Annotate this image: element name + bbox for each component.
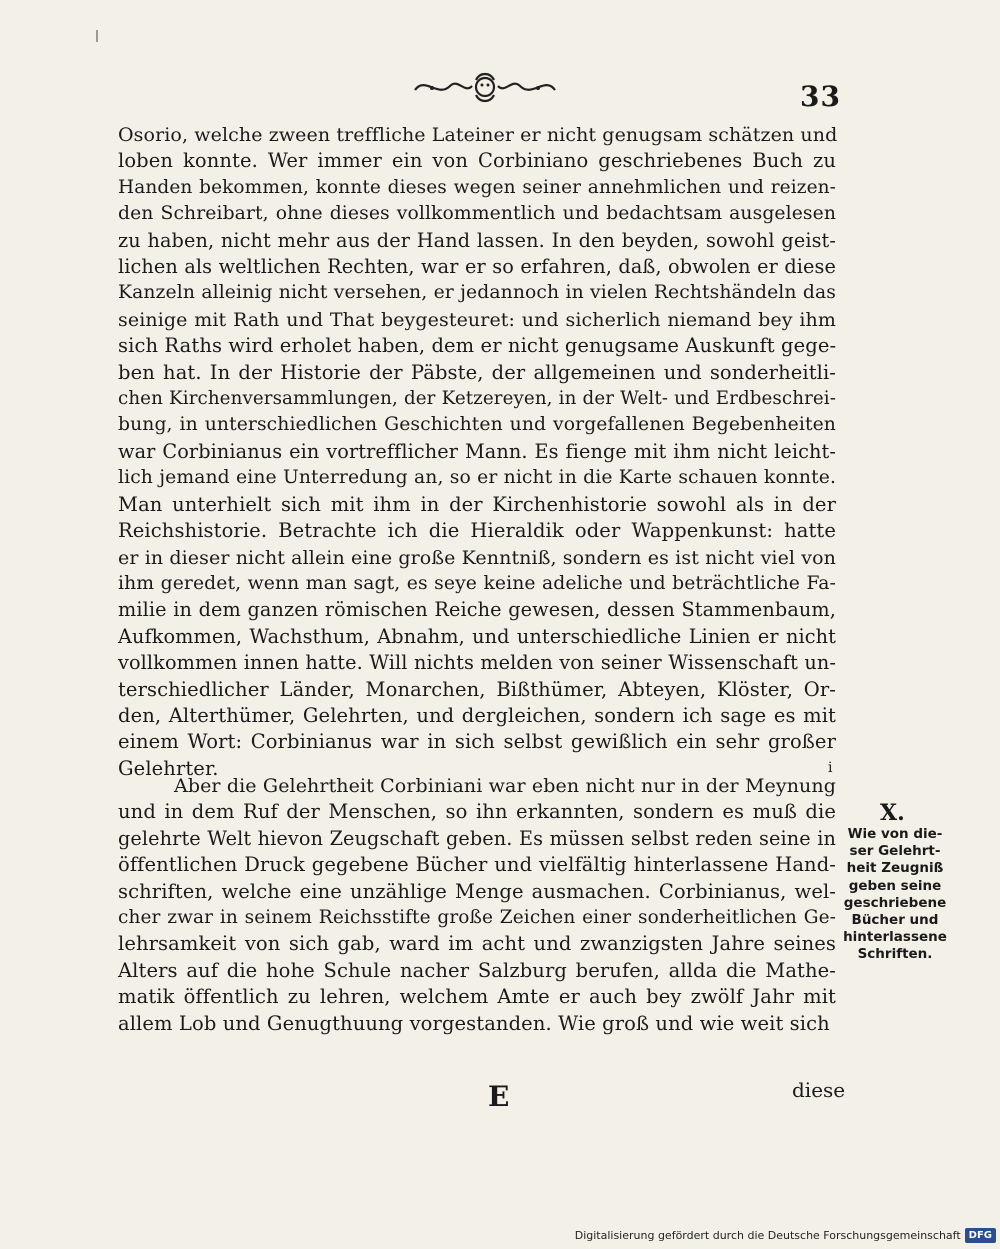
chapter-number: X. (880, 800, 905, 826)
page-number: 33 (800, 80, 841, 113)
text-line: seinige mit Rath und That beygesteuret: und sicherlich niemand bey ihm (118, 308, 836, 331)
marginal-note (840, 826, 950, 964)
marginal-note-line: ser Gelehrt- (849, 843, 941, 860)
text-line: sich Raths wird erholet haben, dem er nicht genugsame Auskunft gege- (118, 334, 837, 358)
text-line: den Schreibart, ohne dieses vollkommentlich und bedachtsam ausgelesen (118, 203, 836, 225)
text-line: ihm geredet, wenn man sagt, es seye keine adeliche und beträchtliche Fa- (118, 572, 836, 594)
ornament-icon (410, 68, 560, 108)
dfg-logo-icon: DFG (965, 1228, 996, 1243)
marginal-note-line: geben seine (848, 877, 942, 894)
text-line: vollkommen innen hatte. Will nichts melden von seiner Wissenschaft un- (118, 651, 836, 675)
text-line: gelehrte Welt hievon Zeugschaft geben. Es müssen selbst reden seine in (118, 826, 836, 850)
paragraph-2 (118, 773, 836, 1037)
text-line: lehrsamkeit von sich gab, ward im acht und zwanzigsten Jahre seines (118, 932, 836, 956)
text-line: zu haben, nicht mehr aus der Hand lassen. In den beyden, sowohl geist- (118, 228, 836, 252)
text-line: bung, in unterschiedlichen Geschichten und vorgefallenen Begebenheiten (118, 414, 836, 436)
catchword: diese (792, 1078, 846, 1102)
text-line: Kanzeln alleinig nicht versehen, er jedannoch in vielen Rechtshändeln das (118, 282, 836, 304)
paragraph-1 (118, 122, 836, 782)
marginal-note-line: heit Zeugniß (846, 860, 944, 877)
text-line: allem Lob und Genugthuung vorgestanden. Wie groß und wie weit sich (118, 1011, 830, 1035)
text-line: ben hat. In der Historie der Päbste, der allgemeinen und sonderheitli- (118, 360, 836, 384)
text-line: lich jemand eine Unterredung an, so er nicht in die Karte schauen konnte. (118, 467, 836, 489)
marginal-note-line: Wie von die- (847, 826, 943, 842)
text-line: cher zwar in seinem Reichsstifte große Zeichen einer sonderheitlichen Ge- (118, 907, 836, 929)
marginal-note-line: hinterlassene (843, 929, 947, 946)
text-line: Man unterhielt sich mit ihm in der Kirchenhistorie sowohl als in der (118, 492, 836, 516)
text-line: einem Wort: Corbinianus war in sich selbst gewißlich ein sehr großer (118, 730, 836, 754)
text-line: Aufkommen, Wachsthum, Abnahm, und unterschiedliche Linien er nicht (118, 624, 836, 648)
margin-mark: ⅰ (828, 760, 833, 776)
text-line: Gelehrter. (118, 756, 219, 780)
text-line: matik öffentlich zu lehren, welchem Amte er auch bey zwölf Jahr mit (118, 985, 836, 1009)
text-line: loben konnte. Wer immer ein von Corbiniano geschriebenes Buch zu (118, 149, 836, 173)
text-line: Reichshistorie. Betrachte ich die Hieraldik oder Wappenkunst: hatte (118, 519, 836, 543)
text-line: und in dem Ruf der Menschen, so ihn erkannten, sondern es muß die (118, 800, 836, 824)
marginal-note-line: Schriften. (857, 946, 933, 963)
text-line: lichen als weltlichen Rechten, war er so erfahren, daß, obwolen er diese (118, 255, 836, 279)
digitization-credit (575, 1228, 996, 1243)
credit-text: Digitalisierung gefördert durch die Deutsche Forschungsgemeinschaft (574, 1229, 961, 1242)
text-line: chen Kirchenversammlungen, der Ketzereyen, in der Welt- und Erdbeschrei- (118, 388, 836, 410)
text-line: Handen bekommen, konnte dieses wegen seiner annehmlichen und reizen- (118, 176, 836, 198)
text-line: Aber die Gelehrtheit Corbiniani war eben nicht nur in der Meynung (174, 775, 836, 797)
text-line: war Corbinianus ein vortrefflicher Mann. Es fienge mit ihm nicht leicht- (118, 439, 836, 463)
text-line: milie in dem ganzen römischen Reiche gewesen, dessen Stammenbaum, (118, 598, 836, 622)
text-line: öffentlichen Druck gegebene Bücher und vielfältig hinterlassene Hand- (118, 853, 836, 877)
marginal-note-line: geschriebene (843, 894, 947, 911)
text-line: schriften, welche eine unzählige Menge ausmachen. Corbinianus, wel- (118, 879, 836, 903)
marginal-note-line: Bücher und (851, 912, 939, 929)
text-line: terschiedlicher Länder, Monarchen, Bißthümer, Abteyen, Klöster, Or- (118, 677, 836, 701)
signature-mark: E (488, 1080, 510, 1113)
text-line: Alters auf die hohe Schule nacher Salzburg berufen, allda die Mathe- (118, 958, 836, 982)
text-line: den, Alterthümer, Gelehrten, und dergleichen, sondern ich sage es mit (118, 703, 836, 727)
text-line: er in dieser nicht allein eine große Kenntniß, sondern es ist nicht viel von (118, 546, 836, 569)
text-line: Osorio, welche zween treffliche Lateiner er nicht genugsam schätzen und (118, 124, 838, 146)
scan-edge-mark (96, 30, 98, 42)
